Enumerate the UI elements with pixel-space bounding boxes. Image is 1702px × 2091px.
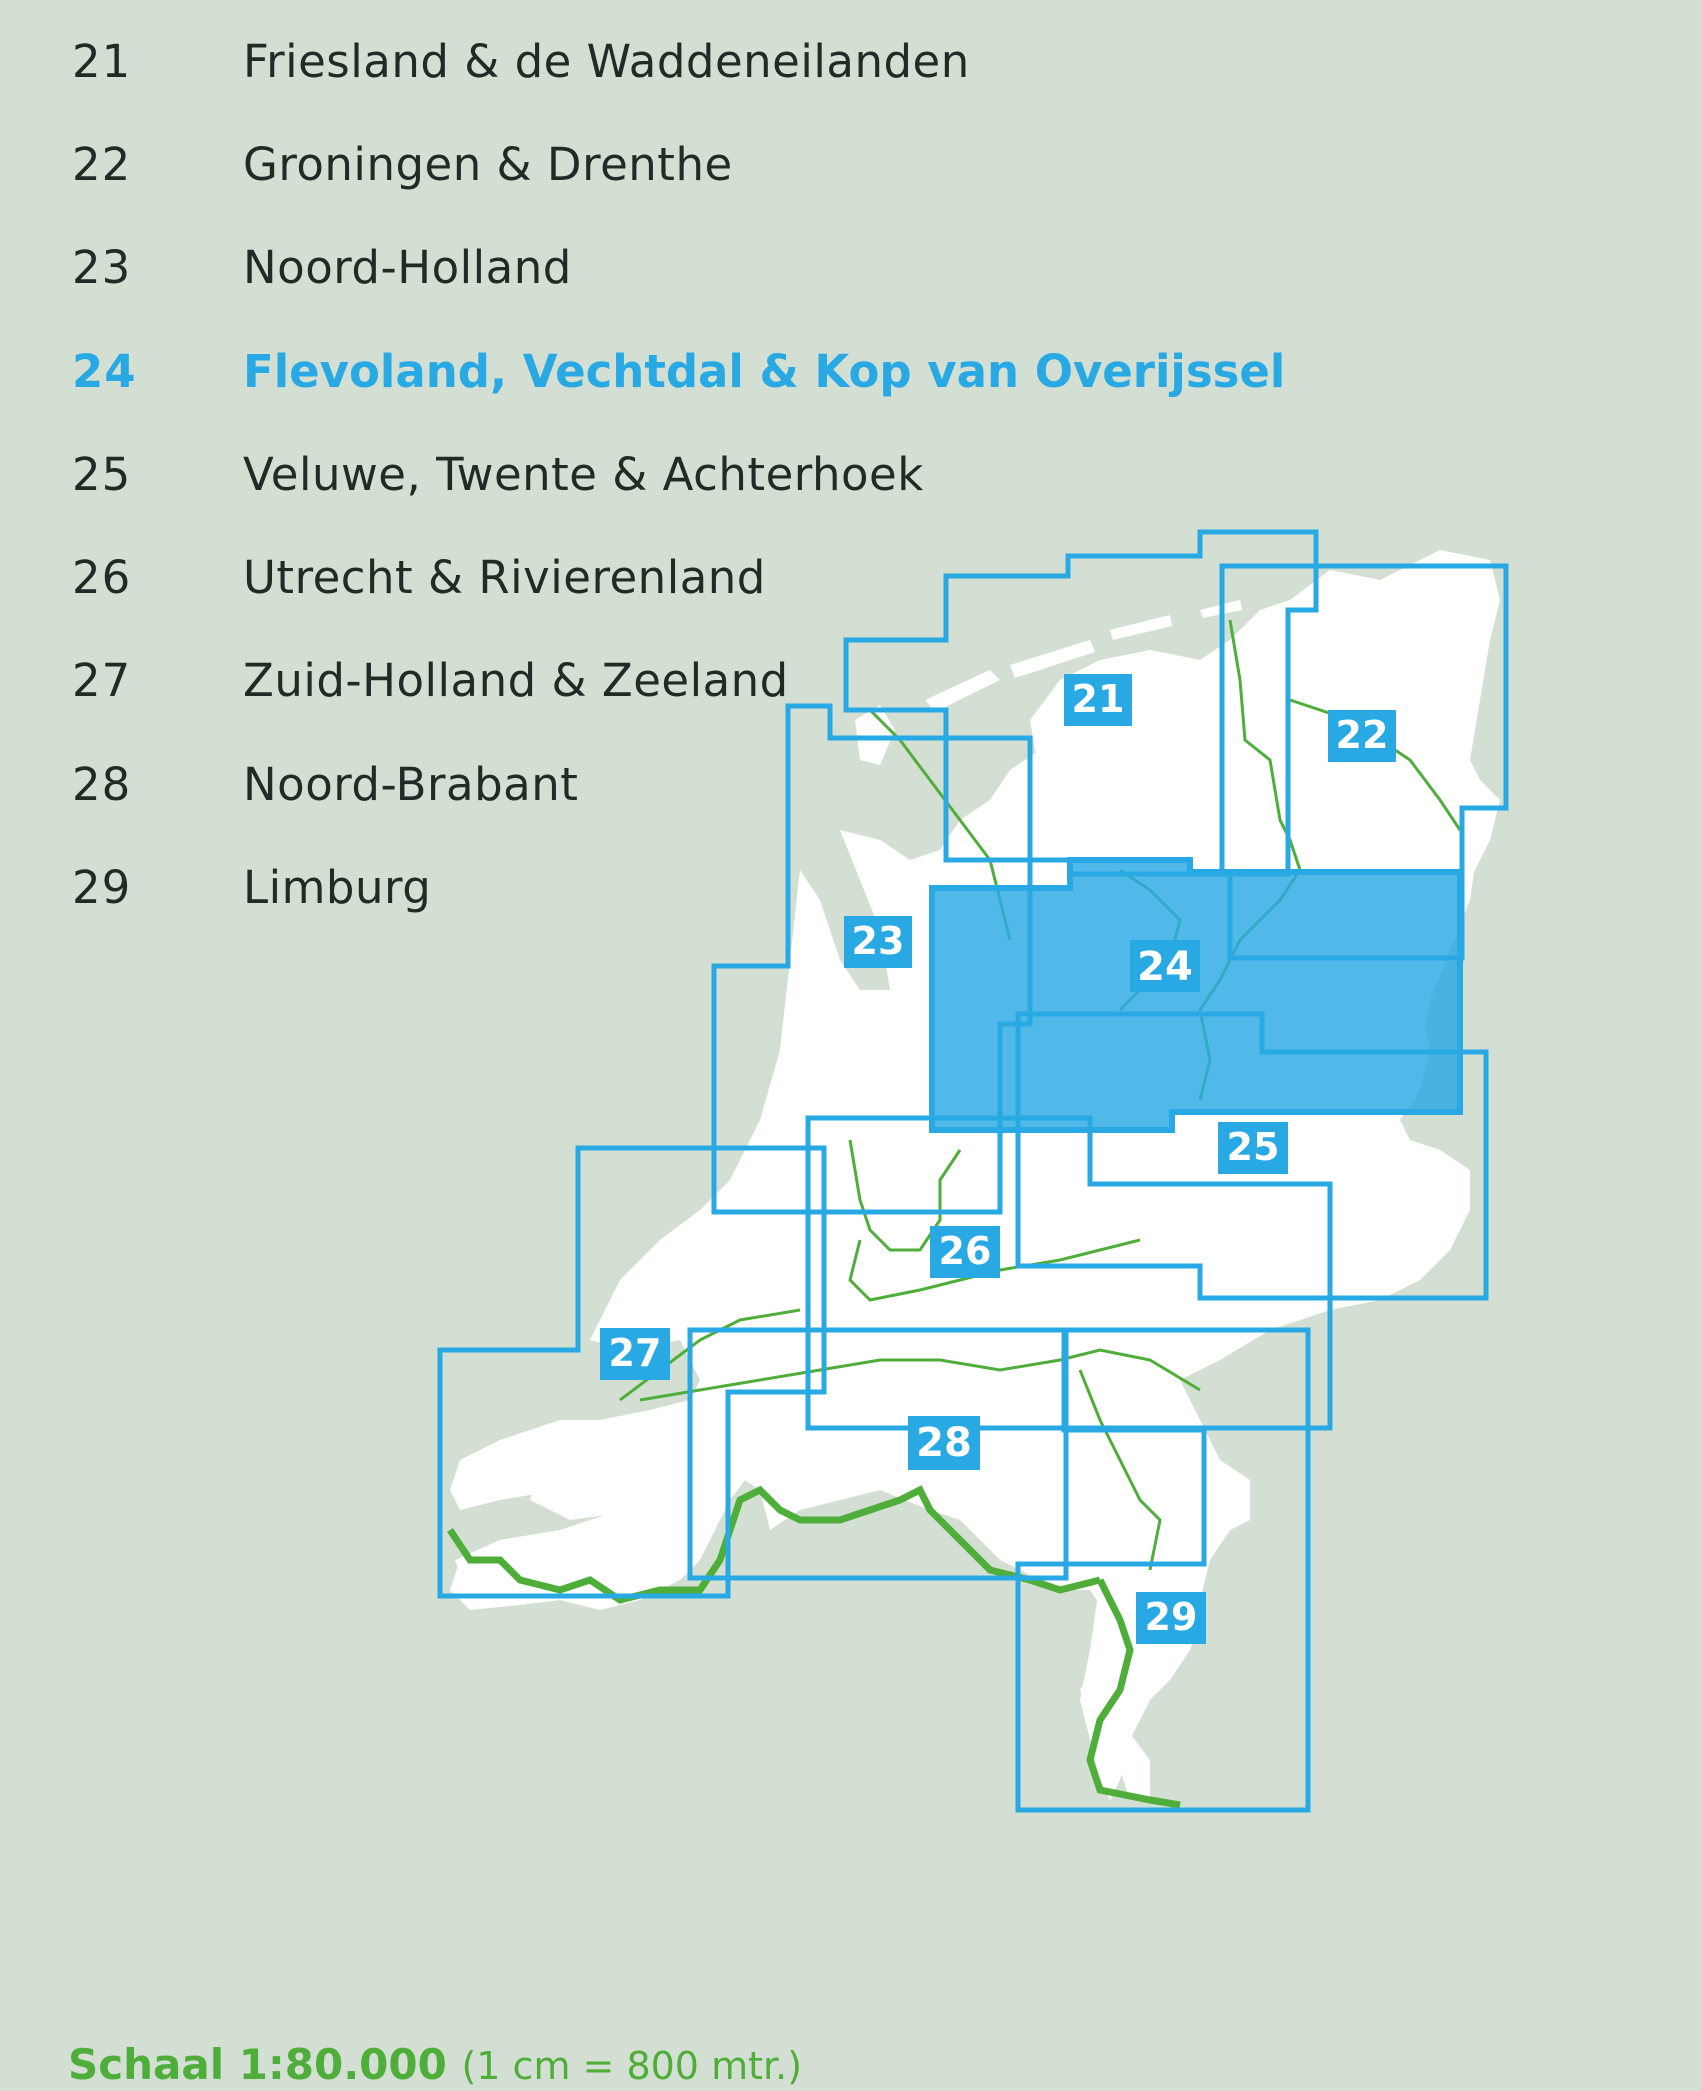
region-number: 24 (72, 345, 137, 398)
sheet-label-29-text: 29 (1144, 1595, 1198, 1639)
region-row-24-highlighted (0, 332, 1286, 412)
sheet-label-26 (930, 1226, 1000, 1278)
sheet-label-28 (908, 1416, 980, 1470)
sheet-label-27-text: 27 (608, 1331, 662, 1375)
region-row-29 (0, 848, 1200, 928)
sheet-label-28-text: 28 (916, 1420, 972, 1466)
region-row-27 (0, 641, 1200, 721)
region-number: 28 (72, 758, 132, 811)
scale-note: (1 cm = 800 mtr.) (461, 2044, 803, 2088)
sheet-label-24 (1130, 940, 1200, 992)
scale-label: Schaal 1:80.000 (68, 2040, 447, 2089)
region-row-23 (0, 228, 1200, 308)
region-number: 29 (72, 861, 132, 914)
region-row-22 (0, 125, 1200, 205)
region-name: Noord-Brabant (243, 758, 579, 811)
sheet-label-27 (600, 1328, 670, 1380)
region-number: 21 (72, 35, 132, 88)
sheet-label-25 (1218, 1122, 1288, 1174)
scale-caption (68, 2040, 802, 2091)
region-number: 26 (72, 551, 132, 604)
region-row-28 (0, 745, 1200, 825)
sheet-label-21-text: 21 (1071, 677, 1125, 721)
sheet-label-23-text: 23 (851, 919, 905, 963)
region-row-21 (0, 22, 1200, 102)
region-row-26 (0, 538, 1200, 618)
sheet-label-22-text: 22 (1335, 713, 1389, 757)
region-name: Noord-Holland (243, 241, 572, 294)
region-name: Utrecht & Rivierenland (243, 551, 766, 604)
region-name: Veluwe, Twente & Achterhoek (243, 448, 924, 501)
sheet-label-25-text: 25 (1226, 1125, 1280, 1169)
region-number: 23 (72, 241, 132, 294)
region-name: Zuid-Holland & Zeeland (243, 654, 789, 707)
sheet-label-24-text: 24 (1137, 944, 1193, 990)
sheet-label-26-text: 26 (938, 1229, 992, 1273)
region-name: Limburg (243, 861, 432, 914)
sheet-label-29 (1136, 1592, 1206, 1644)
region-number: 25 (72, 448, 132, 501)
region-name: Flevoland, Vechtdal & Kop van Overijssel (243, 345, 1286, 398)
region-name: Friesland & de Waddeneilanden (243, 35, 970, 88)
region-row-25 (0, 435, 1200, 515)
region-index-list (0, 0, 1702, 940)
region-name: Groningen & Drenthe (243, 138, 733, 191)
region-number: 27 (72, 654, 132, 707)
region-number: 22 (72, 138, 132, 191)
